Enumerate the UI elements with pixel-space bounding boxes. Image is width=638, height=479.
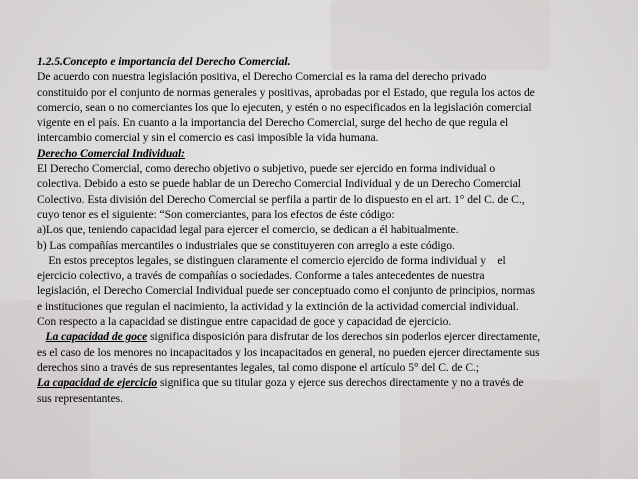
text-line: El Derecho Comercial, como derecho objetivo o subjetivo, puede ser ejercido en forma individual o	[37, 162, 496, 176]
paragraph-capacidad-goce	[37, 329, 627, 375]
definition-text: significa disposición para disfrutar de los derechos sin poderlos ejercer directamente,	[147, 330, 541, 344]
text-line: Colectivo. Esta división del Derecho Comercial se perfila a partir de lo dispuesto en el art. 1° del C. de C.,	[37, 192, 525, 206]
text-line	[37, 329, 627, 344]
text-line: derechos sino a través de sus representantes legales, tal como dispone el artículo 5° del C. de C.;	[37, 360, 480, 374]
text-line: Con respecto a la capacidad se distingue entre capacidad de goce y capacidad de ejercicio.	[37, 315, 452, 329]
text-line: e instituciones que regulan el nacimiento, la actividad y la extinción de la actividad comercial individual.	[37, 299, 519, 313]
paragraph-capacidad-ejercicio	[37, 375, 627, 406]
text-line: constituido por el conjunto de normas generales y positivas, aprobadas por el Estado, que regula los actos de	[37, 85, 535, 99]
paragraph-concept	[37, 69, 627, 145]
term-capacidad-goce: La capacidad de goce	[45, 330, 148, 344]
term-capacidad-ejercicio: La capacidad de ejercicio	[37, 376, 158, 390]
text-line: En estos preceptos legales, se distinguen claramente el comercio ejercido de forma individual y el	[37, 253, 506, 267]
text-line: vigente en el país. En cuanto a la importancia del Derecho Comercial, surge del hecho de que regula el	[37, 116, 509, 130]
text-line: b) Las compañías mercantiles o industriales que se constituyeren con arreglo a este código.	[37, 238, 455, 252]
text-line: De acuerdo con nuestra legislación positiva, el Derecho Comercial es la rama del derecho privado	[37, 70, 487, 84]
text-line: a)Los que, teniendo capacidad legal para ejercer el comercio, se dedican a él habitualmente.	[37, 223, 459, 237]
text-line: legislación, el Derecho Comercial Individual puede ser conceptuado como el conjunto de principios, normas	[37, 284, 535, 298]
text-line: sus representantes.	[37, 391, 123, 405]
text-line: colectiva. Debido a esto se puede hablar de un Derecho Comercial Individual y de un Derecho Comercial	[37, 177, 521, 191]
text-line: ejercicio colectivo, a través de compañías o sociedades. Conforme a tales antecedentes de nuestra	[37, 269, 485, 283]
definition-text: significa que su titular goza y ejerce sus derechos directamente y no a través de	[157, 376, 524, 390]
indent	[37, 330, 46, 343]
text-line: comercio, sean o no comerciantes los que lo ejecuten, y estén o no especificados en la legislación comercial	[37, 100, 532, 114]
text-line	[37, 375, 627, 390]
text-line: es el caso de los menores no incapacitados y los incapacitados en general, no pueden ejercer directamente sus	[37, 345, 540, 359]
text-line: intercambio comercial y sin el comercio es casi imposible la vida humana.	[37, 131, 379, 145]
slide-text-body	[37, 54, 627, 406]
text-line: cuyo tenor es el siguiente: “Son comerciantes, para los efectos de éste código:	[37, 207, 395, 221]
subsection-title: Derecho Comercial Individual:	[37, 146, 185, 160]
paragraph-individual	[37, 161, 627, 329]
section-title: 1.2.5.Concepto e importancia del Derecho Comercial.	[37, 55, 291, 68]
